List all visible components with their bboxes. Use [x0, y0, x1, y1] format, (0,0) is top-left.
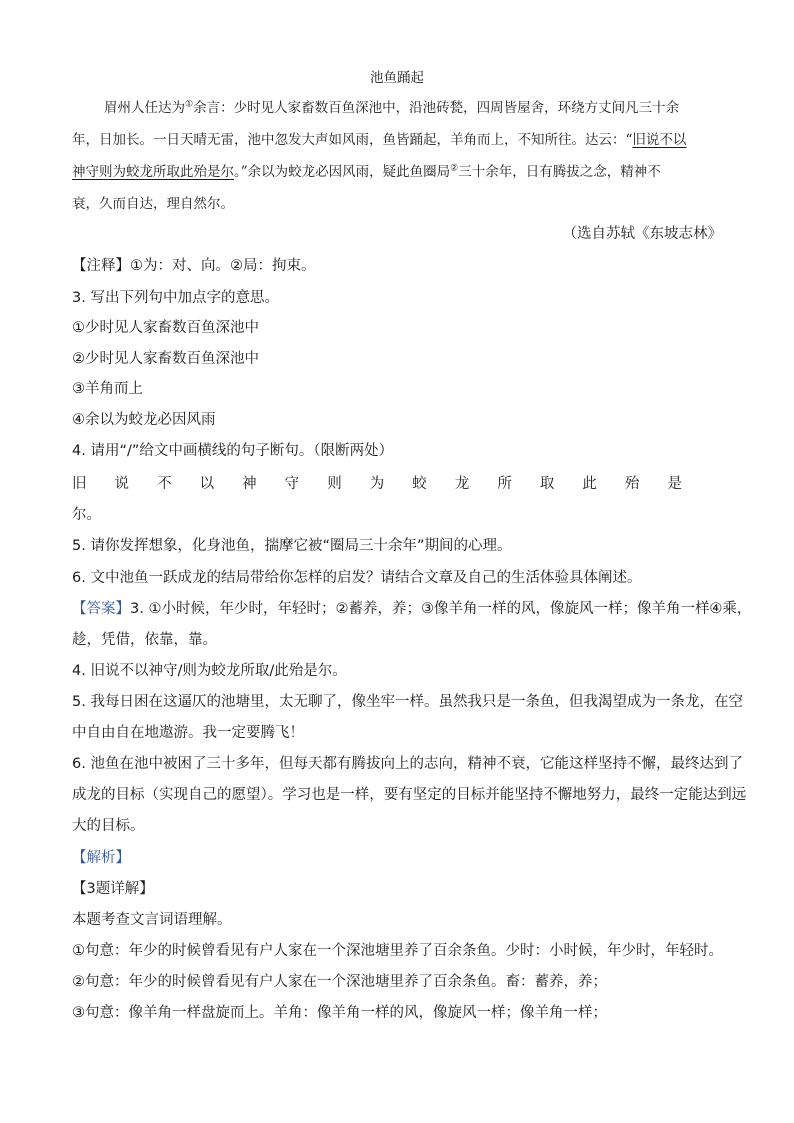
answer-label: 【答案】: [72, 601, 130, 617]
answer-5-line-2: 中自由自在地遨游。我一定要腾飞！: [72, 725, 304, 741]
answer-6-line-1: 6. 池鱼在池中被困了三十多年，但每天都有腾拔向上的志向，精神不衰，它能这样坚持不懈，最终达到了: [72, 756, 743, 772]
question-3-item-1: ①少时见人家畜数百鱼深池中: [72, 320, 259, 336]
question-4-char: 是: [667, 476, 682, 492]
passage-line-1: [104, 98, 679, 118]
question-4-char: 以: [199, 476, 215, 492]
question-4-char: 不: [157, 476, 172, 492]
question-4-last: 尔。: [72, 507, 101, 523]
notes: 【注释】①为：对、向。②局：拘束。: [72, 258, 316, 274]
question-5: 5. 请你发挥想象，化身池鱼，揣摩它被“圈局三十余年”期间的心理。: [72, 538, 512, 554]
source-citation: （选自苏轼《东坡志林》: [562, 226, 722, 242]
text: 年，日加长。一日天晴无雷，池中忽发大声如风雨，鱼皆踊起，羊角而上，不知所往。达云：“: [72, 132, 633, 148]
answer-6-line-3: 大的目标。: [72, 818, 145, 834]
question-4-char: 此: [582, 476, 597, 492]
question-4-char: 龙: [454, 476, 470, 492]
question-4-char: 则: [327, 476, 342, 492]
question-4-char: 说: [114, 476, 130, 492]
question-4-char: 神: [242, 476, 257, 492]
passage-line-3: [72, 162, 661, 182]
question-3-item-2: ②少时见人家畜数百鱼深池中: [72, 351, 259, 367]
passage-title: 池鱼踊起: [370, 70, 424, 86]
question-4-char: 旧: [72, 476, 87, 492]
analysis-intro: 本题考查文言词语理解。: [72, 912, 232, 928]
question-4: 4. 请用“/”给文中画横线的句子断句。（限断两处）: [72, 443, 394, 459]
analysis-detail-heading: 【3题详解】: [72, 881, 154, 897]
analysis-item-3: ③句意：像羊角一样盘旋而上。羊角：像羊角一样的风，像旋风一样；像羊角一样；: [72, 1005, 607, 1021]
passage-line-4: 衰，久而自达，理自然尔。: [72, 196, 234, 212]
question-6: 6. 文中池鱼一跃成龙的结局带给你怎样的启发？请结合文章及自己的生活体验具体阐述。: [72, 570, 642, 586]
underlined-sentence: 神守则为蛟龙所取此殆是尔: [72, 164, 234, 180]
passage-line-2: [72, 130, 686, 150]
text: 。”余以为蛟龙必因风雨，疑此鱼圈局: [234, 164, 451, 180]
answer-6-line-2: 成龙的目标（实现自己的愿望）。学习也是一样，要有坚定的目标并能坚持不懈地努力，最终一定能达到远: [72, 787, 747, 803]
analysis-label: 【解析】: [72, 850, 130, 866]
text: 余言：少时见人家畜数百鱼深池中，沿池砖甃，四周皆屋舍，环绕方丈间凡三十余: [193, 100, 680, 116]
answer-3-line-2: 趁，凭借，依靠，靠。: [72, 632, 217, 648]
question-4-characters: [72, 472, 682, 493]
question-4-char: 殆: [624, 476, 640, 492]
question-4-char: 所: [497, 476, 512, 492]
analysis-item-2: ②句意：年少的时候曾看见有户人家在一个深池塘里养了百余条鱼。畜：蓄养，养；: [72, 974, 607, 990]
answer-4: 4. 旧说不以神守/则为蛟龙所取/此殆是尔。: [72, 663, 347, 679]
question-4-char: 为: [369, 476, 385, 492]
question-4-char: 取: [539, 476, 555, 492]
question-4-char: 蛟: [412, 476, 427, 492]
text: 3. ①小时候，年少时，年轻时；②蓄养，养；③像羊角一样的风，像旋风一样；像羊角一样④乘，: [130, 601, 752, 617]
underlined-sentence: 旧说不以: [632, 132, 687, 148]
footnote-mark: ①: [185, 99, 194, 110]
text: 三十余年，日有腾拔之念，精神不: [458, 164, 661, 180]
question-4-char: 守: [284, 476, 300, 492]
text: 眉州人任达为: [104, 100, 185, 116]
question-3-item-4: ④余以为蛟龙必因风雨: [72, 412, 216, 428]
answer-5-line-1: 5. 我每日困在这逼仄的池塘里，太无聊了，像坐牢一样。虽然我只是一条鱼，但我渴望成为一条龙，在空: [72, 694, 743, 710]
question-3-item-3: ③羊角而上: [72, 381, 143, 397]
footnote-mark: ②: [450, 163, 459, 174]
question-3: 3. 写出下列句中加点字的意思。: [72, 290, 279, 306]
answer-3-line-1: [72, 599, 751, 619]
analysis-item-1: ①句意：年少的时候曾看见有户人家在一个深池塘里养了百余条鱼。少时：小时候，年少时，年轻时。: [72, 943, 723, 959]
